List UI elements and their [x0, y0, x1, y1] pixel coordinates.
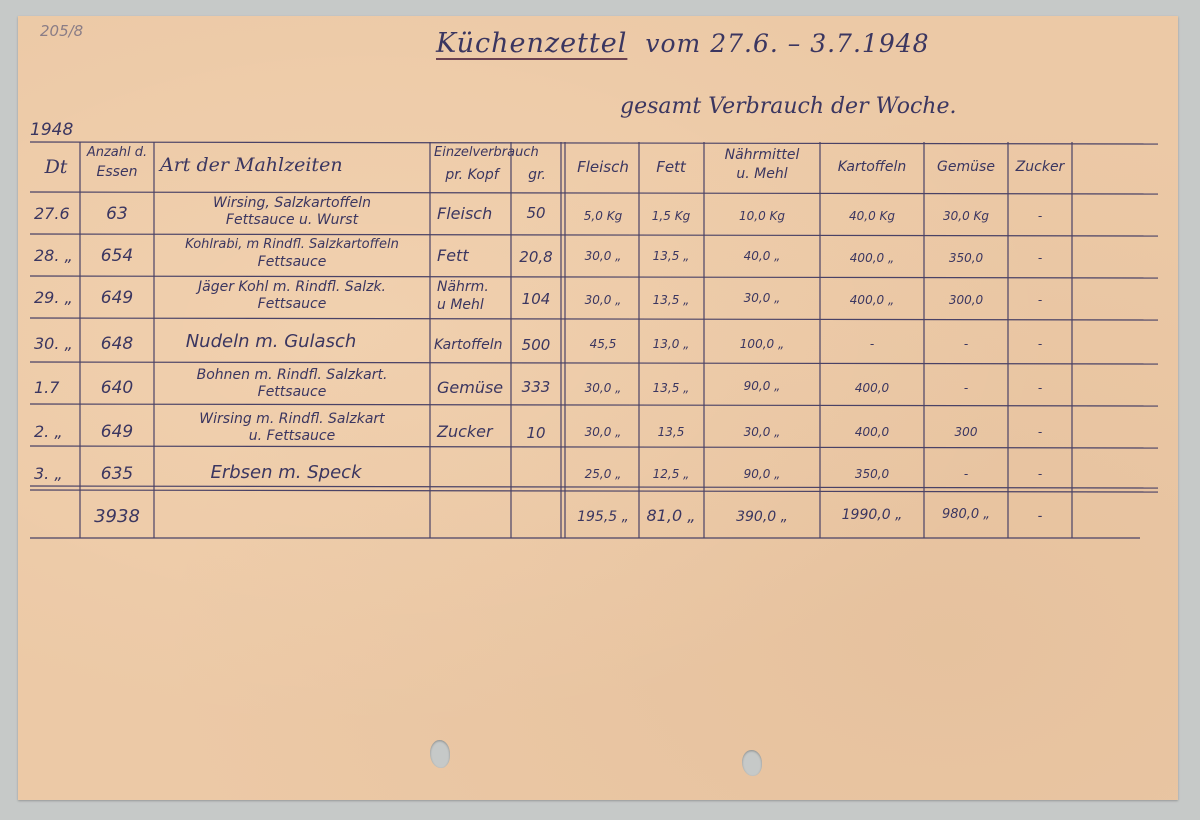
- total-kartoffeln: 1990,0 „: [841, 507, 903, 523]
- row-meal-line2: Fettsauce u. Wurst: [225, 212, 359, 228]
- row-kartoffeln: 400,0: [854, 425, 890, 439]
- header-gemuese: Gemüse: [937, 159, 995, 175]
- row-category: Gemüse: [437, 378, 504, 397]
- row-meal-line1: Erbsen m. Speck: [210, 462, 362, 483]
- year-label: 1948: [30, 120, 74, 140]
- row-fleisch: 5,0 Kg: [583, 209, 623, 223]
- row-date: 28. „: [34, 246, 73, 265]
- row-grams: 333: [521, 378, 551, 396]
- row-kartoffeln: 400,0 „: [849, 293, 895, 307]
- row-category-line2: u Mehl: [437, 297, 484, 313]
- row-meal-line2: Fettsauce: [257, 254, 327, 270]
- row-meal-line2: Fettsauce: [257, 384, 327, 400]
- row-date: 3. „: [34, 464, 63, 483]
- row-date: 27.6: [34, 204, 70, 223]
- row-meal-line2: Fettsauce: [257, 296, 327, 312]
- header-fleisch: Fleisch: [577, 158, 629, 176]
- row-gemuese: 300,0: [948, 293, 984, 307]
- row-gemuese: 30,0 Kg: [942, 209, 990, 223]
- row-count: 649: [100, 288, 134, 308]
- row-category: Kartoffeln: [434, 337, 503, 353]
- row-meal-line1: Wirsing, Salzkartoffeln: [212, 195, 371, 211]
- row-gemuese: -: [963, 337, 969, 351]
- punch-hole-left: [430, 740, 450, 768]
- row-meal-line1: Nudeln m. Gulasch: [185, 331, 357, 352]
- header-einzel-line1: Einzelverbrauch: [434, 145, 539, 160]
- title-date: vom 27.6. – 3.7.1948: [645, 29, 930, 58]
- archive-number: 205/8: [40, 22, 84, 40]
- row-zucker: -: [1037, 425, 1043, 439]
- row-naehr: 30,0 „: [743, 291, 781, 305]
- row-fett: 12,5 „: [652, 467, 690, 481]
- row-fett: 13,5: [657, 425, 685, 439]
- total-naehr: 390,0 „: [736, 509, 788, 525]
- row-fett: 13,5 „: [652, 381, 690, 395]
- row-fleisch: 30,0 „: [584, 381, 622, 395]
- header-zucker: Zucker: [1015, 159, 1065, 175]
- row-zucker: -: [1037, 293, 1043, 307]
- row-gemuese: 300: [954, 425, 978, 439]
- row-meal-line1: Bohnen m. Rindfl. Salzkart.: [196, 367, 388, 383]
- row-count: 635: [100, 464, 134, 484]
- row-fett: 13,0 „: [652, 337, 690, 351]
- row-grams: 50: [526, 204, 546, 222]
- document-title: [436, 28, 930, 59]
- row-kartoffeln: 400,0 „: [849, 251, 895, 265]
- header-naehr-line2: u. Mehl: [736, 166, 788, 182]
- row-date: 29. „: [34, 288, 73, 307]
- total-count: 3938: [94, 506, 140, 527]
- header-kartoffeln: Kartoffeln: [837, 159, 907, 175]
- row-grams: 104: [521, 290, 551, 308]
- row-meal-line1: Kohlrabi, m Rindfl. Salzkartoffeln: [185, 237, 399, 252]
- row-fett: 1,5 Kg: [651, 209, 691, 223]
- row-meal-line1: Jäger Kohl m. Rindfl. Salzk.: [198, 279, 386, 295]
- row-grams: 500: [521, 336, 551, 354]
- row-fleisch: 30,0 „: [584, 293, 622, 307]
- header-fett: Fett: [656, 158, 686, 176]
- row-naehr: 40,0 „: [743, 249, 781, 263]
- row-category: Zucker: [437, 422, 493, 441]
- row-zucker: -: [1037, 337, 1043, 351]
- header-art: Art der Mahlzeiten: [160, 154, 343, 176]
- total-gemuese: 980,0 „: [941, 507, 991, 522]
- row-naehr: 90,0 „: [743, 467, 781, 481]
- row-naehr: 90,0 „: [743, 379, 781, 393]
- row-fett: 13,5 „: [652, 293, 690, 307]
- row-naehr: 10,0 Kg: [738, 209, 786, 223]
- row-grams: 10: [526, 424, 546, 442]
- row-category: Fleisch: [437, 204, 493, 223]
- row-fleisch: 25,0 „: [584, 467, 622, 481]
- row-zucker: -: [1037, 467, 1043, 481]
- total-zucker: -: [1037, 509, 1043, 524]
- row-date: 1.7: [34, 378, 60, 397]
- row-category: Fett: [437, 246, 469, 265]
- row-fleisch: 45,5: [589, 337, 617, 351]
- row-kartoffeln: 40,0 Kg: [848, 209, 896, 223]
- row-gemuese: -: [963, 467, 969, 481]
- row-category-line1: Nährm.: [437, 279, 489, 295]
- row-fett: 13,5 „: [652, 249, 690, 263]
- header-einzel-line2: pr. Kopf: [445, 167, 499, 183]
- row-zucker: -: [1037, 381, 1043, 395]
- row-count: 649: [100, 422, 134, 442]
- row-naehr: 30,0 „: [743, 425, 781, 439]
- row-kartoffeln: 400,0: [854, 381, 890, 395]
- row-meal-line1: Wirsing m. Rindfl. Salzkart: [199, 411, 385, 427]
- header-naehr-line1: Nährmittel: [724, 147, 800, 163]
- header-anzahl-line2: Essen: [96, 164, 138, 180]
- header-dt: Dt: [44, 156, 68, 178]
- row-meal-line2: u. Fettsauce: [248, 428, 336, 444]
- row-date: 2. „: [34, 422, 63, 441]
- row-zucker: -: [1037, 209, 1043, 223]
- row-fleisch: 30,0 „: [584, 249, 622, 263]
- row-fleisch: 30,0 „: [584, 425, 622, 439]
- document-sheet: [18, 16, 1178, 800]
- document-subtitle: gesamt Verbrauch der Woche.: [620, 94, 957, 119]
- row-count: 63: [106, 204, 128, 224]
- total-fleisch: 195,5 „: [577, 509, 629, 525]
- header-gr: gr.: [528, 167, 546, 183]
- row-count: 648: [100, 334, 134, 354]
- row-naehr: 100,0 „: [739, 337, 785, 351]
- row-count: 654: [100, 246, 134, 266]
- row-grams: 20,8: [519, 248, 553, 266]
- row-gemuese: -: [963, 381, 969, 395]
- row-gemuese: 350,0: [948, 251, 984, 265]
- title-main: Küchenzettel: [436, 28, 628, 59]
- row-date: 30. „: [34, 334, 73, 353]
- punch-hole-right: [742, 750, 762, 776]
- consumption-table: [30, 140, 1160, 540]
- total-fett: 81,0 „: [646, 506, 696, 525]
- row-zucker: -: [1037, 251, 1043, 265]
- header-anzahl-line1: Anzahl d.: [86, 145, 148, 160]
- row-count: 640: [100, 378, 134, 398]
- row-kartoffeln: 350,0: [854, 467, 890, 481]
- row-kartoffeln: -: [869, 337, 875, 351]
